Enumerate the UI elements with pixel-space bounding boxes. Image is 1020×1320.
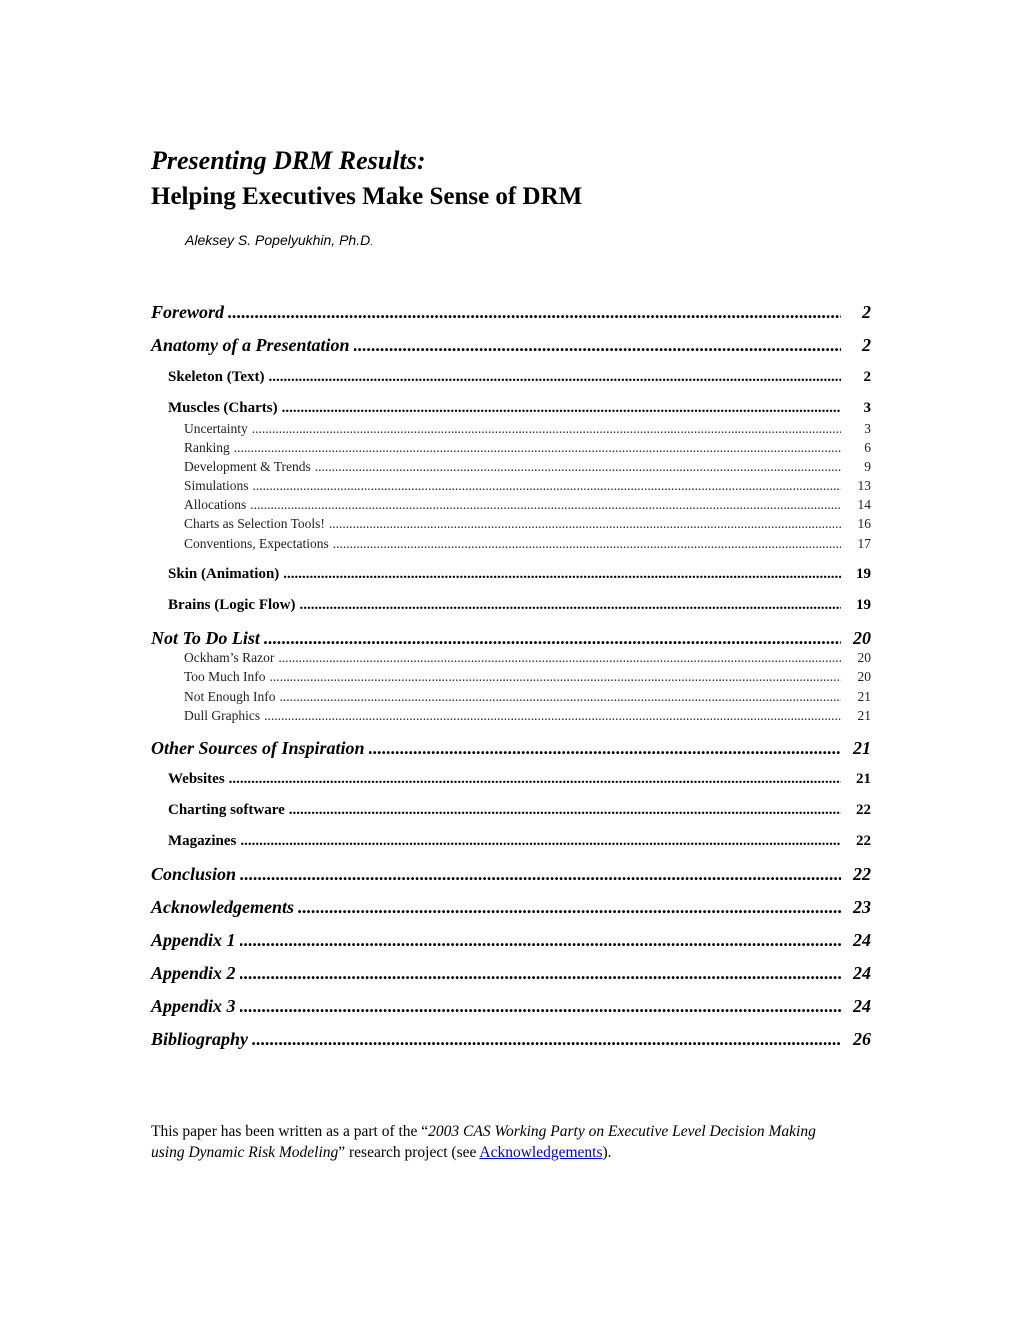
toc-label: Ranking xyxy=(184,440,230,455)
toc-leader xyxy=(250,497,841,513)
toc-page: 21 xyxy=(856,771,871,787)
footnote-paragraph xyxy=(151,1121,851,1163)
toc-leader xyxy=(278,650,841,666)
toc-label: Magazines xyxy=(168,833,237,849)
toc-page: 26 xyxy=(853,1029,871,1049)
toc-leader xyxy=(229,771,841,788)
toc-label: Foreword xyxy=(151,302,225,322)
toc-leader xyxy=(329,516,841,532)
toc-page: 24 xyxy=(853,996,871,1016)
toc-leader xyxy=(240,864,841,885)
toc-leader xyxy=(282,400,841,417)
paper-subtitle: Helping Executives Make Sense of DRM xyxy=(151,183,583,210)
toc-entry-ranking[interactable] xyxy=(151,440,871,456)
toc-label: Not To Do List xyxy=(151,628,260,648)
author-text: Aleksey S. Popelyukhin, Ph.D xyxy=(185,232,371,248)
toc-label: Skeleton (Text) xyxy=(168,369,265,385)
toc-page: 2 xyxy=(862,335,871,355)
toc-entry-skin[interactable] xyxy=(151,566,871,583)
toc-label: Not Enough Info xyxy=(184,689,276,704)
toc-leader xyxy=(240,963,841,984)
toc-entry-conclusion[interactable] xyxy=(151,864,871,885)
toc-page: 22 xyxy=(856,802,871,818)
toc-leader xyxy=(264,628,841,649)
toc-entry-appendix-3[interactable] xyxy=(151,996,871,1017)
toc-entry-appendix-1[interactable] xyxy=(151,930,871,951)
author-period: . xyxy=(370,237,373,248)
toc-label: Ockham’s Razor xyxy=(184,650,275,665)
toc-page: 19 xyxy=(856,566,871,582)
toc-label: Charts as Selection Tools! xyxy=(184,516,325,531)
toc-leader xyxy=(240,930,841,951)
toc-label: Conventions, Expectations xyxy=(184,536,329,551)
toc-label: Skin (Animation) xyxy=(168,566,280,582)
toc-entry-too-much-info[interactable] xyxy=(151,669,871,685)
toc-entry-foreword[interactable] xyxy=(151,302,871,323)
toc-page: 2 xyxy=(862,302,871,322)
note-middle: ” research project (see xyxy=(338,1144,480,1161)
toc-entry-simulations[interactable] xyxy=(151,478,871,494)
toc-entry-dull-graphics[interactable] xyxy=(151,708,871,724)
toc-leader xyxy=(234,440,841,456)
toc-page: 2 xyxy=(863,369,871,385)
toc-entry-ockham[interactable] xyxy=(151,650,871,666)
toc-label: Brains (Logic Flow) xyxy=(168,597,296,613)
toc-entry-conventions[interactable] xyxy=(151,536,871,552)
toc-label: Charting software xyxy=(168,802,285,818)
toc-entry-charting-software[interactable] xyxy=(151,802,871,819)
toc-page: 21 xyxy=(857,708,871,723)
toc-entry-allocations[interactable] xyxy=(151,497,871,513)
toc-entry-not-enough-info[interactable] xyxy=(151,689,871,705)
toc-page: 21 xyxy=(857,689,871,704)
toc-page: 22 xyxy=(856,833,871,849)
toc-label: Simulations xyxy=(184,478,249,493)
note-prefix: This paper has been written as a part of the “ xyxy=(151,1123,429,1140)
toc-label: Muscles (Charts) xyxy=(168,400,278,416)
toc-entry-other-sources[interactable] xyxy=(151,738,871,759)
toc-label: Dull Graphics xyxy=(184,708,261,723)
toc-label: Too Much Info xyxy=(184,669,266,684)
toc-page: 14 xyxy=(857,497,871,512)
toc-leader xyxy=(289,802,841,819)
toc-entry-selection-tools[interactable] xyxy=(151,516,871,532)
toc-entry-muscles[interactable] xyxy=(151,400,871,417)
toc-entry-magazines[interactable] xyxy=(151,833,871,850)
toc-page: 20 xyxy=(853,628,871,648)
toc-page: 3 xyxy=(863,400,871,416)
toc-entry-bibliography[interactable] xyxy=(151,1029,871,1050)
toc-leader xyxy=(298,897,841,918)
toc-entry-skeleton[interactable] xyxy=(151,369,871,386)
toc-label: Acknowledgements xyxy=(151,897,294,917)
note-suffix: ). xyxy=(602,1144,612,1161)
toc-label: Conclusion xyxy=(151,864,237,884)
author-name xyxy=(185,231,373,252)
toc-label: Anatomy of a Presentation xyxy=(151,335,350,355)
toc-label: Appendix 3 xyxy=(151,996,236,1016)
toc-leader xyxy=(280,689,842,705)
toc-entry-not-to-do[interactable] xyxy=(151,628,871,649)
toc-leader xyxy=(252,1029,841,1050)
toc-entry-websites[interactable] xyxy=(151,771,871,788)
toc-page: 23 xyxy=(853,897,871,917)
toc-entry-acknowledgements[interactable] xyxy=(151,897,871,918)
toc-page: 17 xyxy=(857,536,871,551)
toc-page: 24 xyxy=(853,930,871,950)
toc-entry-anatomy[interactable] xyxy=(151,335,871,356)
toc-leader xyxy=(300,597,842,614)
toc-page: 22 xyxy=(853,864,871,884)
toc-label: Development & Trends xyxy=(184,459,311,474)
toc-leader xyxy=(270,669,841,685)
paper-title: Presenting DRM Results: xyxy=(151,146,426,175)
toc-label: Websites xyxy=(168,771,225,787)
toc-leader xyxy=(228,302,841,323)
toc-entry-uncertainty[interactable] xyxy=(151,421,871,437)
toc-page: 21 xyxy=(853,738,871,758)
acknowledgements-link[interactable]: Acknowledgements xyxy=(479,1144,603,1161)
toc-leader xyxy=(269,369,841,386)
toc-leader xyxy=(369,738,841,759)
toc-leader xyxy=(315,459,841,475)
toc-leader xyxy=(354,335,841,356)
toc-page: 9 xyxy=(864,459,871,474)
toc-page: 24 xyxy=(853,963,871,983)
toc-page: 3 xyxy=(864,421,871,436)
toc-entry-brains[interactable] xyxy=(151,597,871,614)
toc-label: Appendix 2 xyxy=(151,963,236,983)
toc-page: 20 xyxy=(857,650,871,665)
toc-page: 6 xyxy=(864,440,871,455)
toc-leader xyxy=(252,421,841,437)
toc-entry-development[interactable] xyxy=(151,459,871,475)
toc-page: 13 xyxy=(857,478,871,493)
toc-page: 16 xyxy=(857,516,871,531)
toc-leader xyxy=(283,566,841,583)
toc-label: Uncertainty xyxy=(184,421,248,436)
toc-leader xyxy=(253,478,841,494)
toc-label: Bibliography xyxy=(151,1029,249,1049)
toc-page: 20 xyxy=(857,669,871,684)
toc-page: 19 xyxy=(856,597,871,613)
toc-leader xyxy=(240,996,841,1017)
note-project-title: 2003 CAS Working Party on Executive Level Decision Making using Dynamic Risk Modeling xyxy=(151,1123,816,1161)
toc-leader xyxy=(264,708,841,724)
toc-entry-appendix-2[interactable] xyxy=(151,963,871,984)
toc-label: Appendix 1 xyxy=(151,930,236,950)
toc-leader xyxy=(240,833,841,850)
toc-label: Allocations xyxy=(184,497,247,512)
toc-leader xyxy=(333,536,841,552)
toc-label: Other Sources of Inspiration xyxy=(151,738,365,758)
